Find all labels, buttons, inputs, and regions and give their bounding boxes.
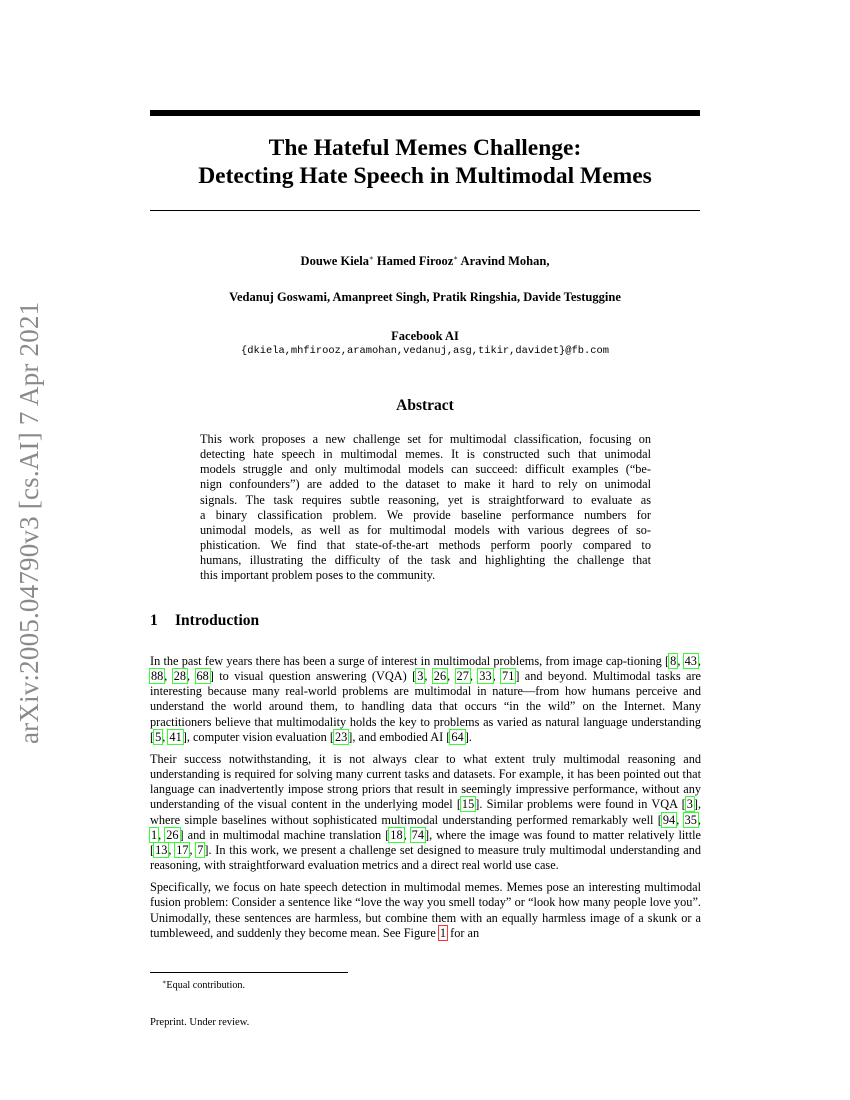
citation-link[interactable]: 28 bbox=[173, 669, 187, 684]
title-line-2: Detecting Hate Speech in Multimodal Memes bbox=[198, 163, 652, 189]
body-paragraph bbox=[150, 752, 701, 873]
paragraph-text: ]. Similar problems were found in VQA [ bbox=[475, 797, 686, 812]
paragraph-text: ] and beyond. Multimodal tasks are interesting because many real-world problems are multimodal in nature—from how humans perceive and understand the world around them, to handling data that occurs “in the wild” on the Internet. Many practitioners believe that multimodality holds the key to problems as varied as natural language understanding [ bbox=[150, 669, 701, 744]
paragraph-text: , bbox=[469, 669, 479, 684]
paragraph-text: ] and in multimodal machine translation [ bbox=[179, 827, 390, 842]
footnote bbox=[162, 976, 245, 992]
body-paragraph bbox=[150, 654, 701, 745]
body-paragraph bbox=[150, 880, 701, 941]
abstract-text bbox=[200, 432, 651, 584]
title-bottom-rule bbox=[150, 210, 700, 211]
author-emails: {dkiela,mhfirooz,aramohan,vedanuj,asg,tikir,davidet}@fb.com bbox=[241, 345, 609, 357]
citation-link[interactable]: 74 bbox=[411, 827, 424, 842]
paragraph-text: Their success notwithstanding, it is not always clear to what extent truly multimodal reasoning and understanding is required for solving many current tasks and datasets. For example, it has been pointed out that language can inadvertently impose strong priors that result in seemingly impressive performance, without any understanding of the visual content in the underlying model [ bbox=[150, 751, 701, 812]
title-top-rule bbox=[150, 110, 700, 116]
paragraph-text: , bbox=[447, 669, 456, 684]
footnote-text: Equal contribution. bbox=[166, 980, 246, 991]
paragraph-text: , bbox=[697, 654, 701, 668]
citation-link[interactable]: 43 bbox=[684, 654, 697, 668]
author-name: Douwe Kiela bbox=[300, 254, 369, 268]
paragraph-text: ], where simple baselines without sophisticated multimodal understanding performed remarkably well [ bbox=[150, 797, 702, 827]
paragraph-text: ], and embodied AI [ bbox=[348, 729, 451, 744]
author-name: Hamed Firooz bbox=[376, 254, 454, 268]
abstract-line: unimodal models, as well as for multimodal models with various degrees of so- bbox=[200, 522, 651, 537]
section-title: Introduction bbox=[175, 612, 260, 629]
citation-link[interactable]: 5 bbox=[155, 729, 162, 744]
footnote-rule bbox=[150, 972, 348, 973]
section-heading bbox=[150, 612, 259, 630]
paragraph-text: , bbox=[697, 812, 701, 827]
paragraph-text: , bbox=[403, 827, 411, 842]
figure-reference-link[interactable]: 1 bbox=[439, 925, 447, 940]
abstract-line: a binary classification problem. We provide baseline performance numbers for bbox=[200, 507, 651, 522]
preprint-notice: Preprint. Under review. bbox=[150, 1017, 250, 1028]
abstract-line: models struggle and only multimodal models can succeed: difficult examples (“be- bbox=[200, 462, 651, 477]
citation-link[interactable]: 71 bbox=[502, 669, 515, 684]
citation-link[interactable]: 13 bbox=[155, 842, 168, 857]
section-number: 1 bbox=[150, 612, 158, 629]
paragraph-text: , bbox=[158, 827, 166, 842]
arxiv-identifier: arXiv:2005.04790v3 [cs.AI] 7 Apr 2021 bbox=[14, 301, 44, 744]
citation-link[interactable]: 27 bbox=[456, 669, 469, 684]
citation-link[interactable]: 7 bbox=[197, 842, 204, 857]
citation-link[interactable]: 1 bbox=[151, 827, 158, 842]
abstract-line: nign confounders”) are added to the dataset to make it hard to rely on unimodal bbox=[200, 477, 651, 492]
citation-link[interactable]: 41 bbox=[169, 729, 182, 744]
footnote-mark: ∗ bbox=[162, 979, 167, 986]
abstract-heading: Abstract bbox=[396, 397, 454, 414]
paragraph-text: ] to visual question answering (VQA) [ bbox=[209, 669, 417, 684]
citation-link[interactable]: 26 bbox=[166, 827, 179, 842]
citation-link[interactable]: 68 bbox=[196, 669, 209, 684]
citation-link[interactable]: 3 bbox=[417, 669, 424, 684]
title-line-1: The Hateful Memes Challenge: bbox=[268, 135, 582, 161]
citation-link[interactable]: 23 bbox=[335, 729, 348, 744]
paragraph-text: , bbox=[164, 669, 173, 684]
paragraph-text: , bbox=[677, 654, 684, 668]
abstract-line: detecting hate speech in multimodal memes. It is constructed such that unimodal bbox=[200, 447, 651, 462]
paragraph-text: , bbox=[676, 812, 684, 827]
paragraph-text: , bbox=[492, 669, 502, 684]
paragraph-text: , bbox=[424, 669, 433, 684]
paragraph-text: for an bbox=[447, 925, 480, 940]
equal-contribution-mark: ∗ bbox=[453, 254, 459, 262]
citation-link[interactable]: 94 bbox=[662, 812, 676, 827]
equal-contribution-mark: ∗ bbox=[368, 254, 374, 262]
abstract-line: phistication. We find that state-of-the-art methods perform poorly compared to bbox=[200, 538, 651, 553]
abstract-line: signals. The task requires subtle reasoning, yet is straightforward to evaluate as bbox=[200, 492, 651, 507]
citation-link[interactable]: 8 bbox=[670, 654, 677, 668]
paragraph-text: , bbox=[168, 842, 176, 857]
author-name: Aravind Mohan, bbox=[460, 254, 550, 268]
paper-title bbox=[150, 134, 700, 190]
paragraph-text: ], computer vision evaluation [ bbox=[182, 729, 334, 744]
paragraph-text: , bbox=[162, 729, 169, 744]
author-row-2: Vedanuj Goswami, Amanpreet Singh, Pratik Ringshia, Davide Testuggine bbox=[229, 290, 621, 304]
abstract-line: this important problem poses to the community. bbox=[200, 568, 436, 583]
citation-link[interactable]: 33 bbox=[479, 669, 492, 684]
paragraph-text: , bbox=[187, 669, 196, 684]
citation-link[interactable]: 3 bbox=[686, 797, 693, 812]
citation-link[interactable]: 26 bbox=[433, 669, 447, 684]
abstract-line: humans, illustrating the difficulty of the task and highlighting the challenge that bbox=[200, 553, 651, 568]
citation-link[interactable]: 18 bbox=[390, 827, 403, 842]
affiliation: Facebook AI bbox=[391, 329, 459, 343]
paragraph-text: ]. bbox=[464, 729, 472, 744]
paragraph-text: , bbox=[189, 842, 197, 857]
citation-link[interactable]: 64 bbox=[451, 729, 464, 744]
paragraph-text: ]. In this work, we present a challenge set designed to measure truly multimodal understanding and reasoning, with straightforward evaluation metrics and a direct real world use case. bbox=[150, 842, 702, 873]
introduction-body bbox=[150, 654, 701, 948]
author-row-1 bbox=[150, 250, 700, 269]
citation-link[interactable]: 15 bbox=[461, 797, 475, 812]
citation-link[interactable]: 17 bbox=[176, 842, 189, 857]
paragraph-text: Specifically, we focus on hate speech detection in multimodal memes. Memes pose an interesting multimodal fusion problem: Consider a sentence like “love the way you smell today” or “look how many people love you”. Unimodally, these sentences are harmless, but combine them with an equally harmless image of a skunk or a tumbleweed, and suddenly they become mean. See Figure bbox=[150, 880, 701, 940]
citation-link[interactable]: 35 bbox=[684, 812, 697, 827]
abstract-line: This work proposes a new challenge set for multimodal classification, focusing on bbox=[200, 432, 651, 446]
citation-link[interactable]: 88 bbox=[151, 669, 164, 684]
paragraph-text: In the past few years there has been a surge of interest in multimodal problems, from image cap-tioning [ bbox=[150, 654, 670, 668]
paragraph-text: ], where the image was found to matter relatively little [ bbox=[150, 827, 701, 857]
